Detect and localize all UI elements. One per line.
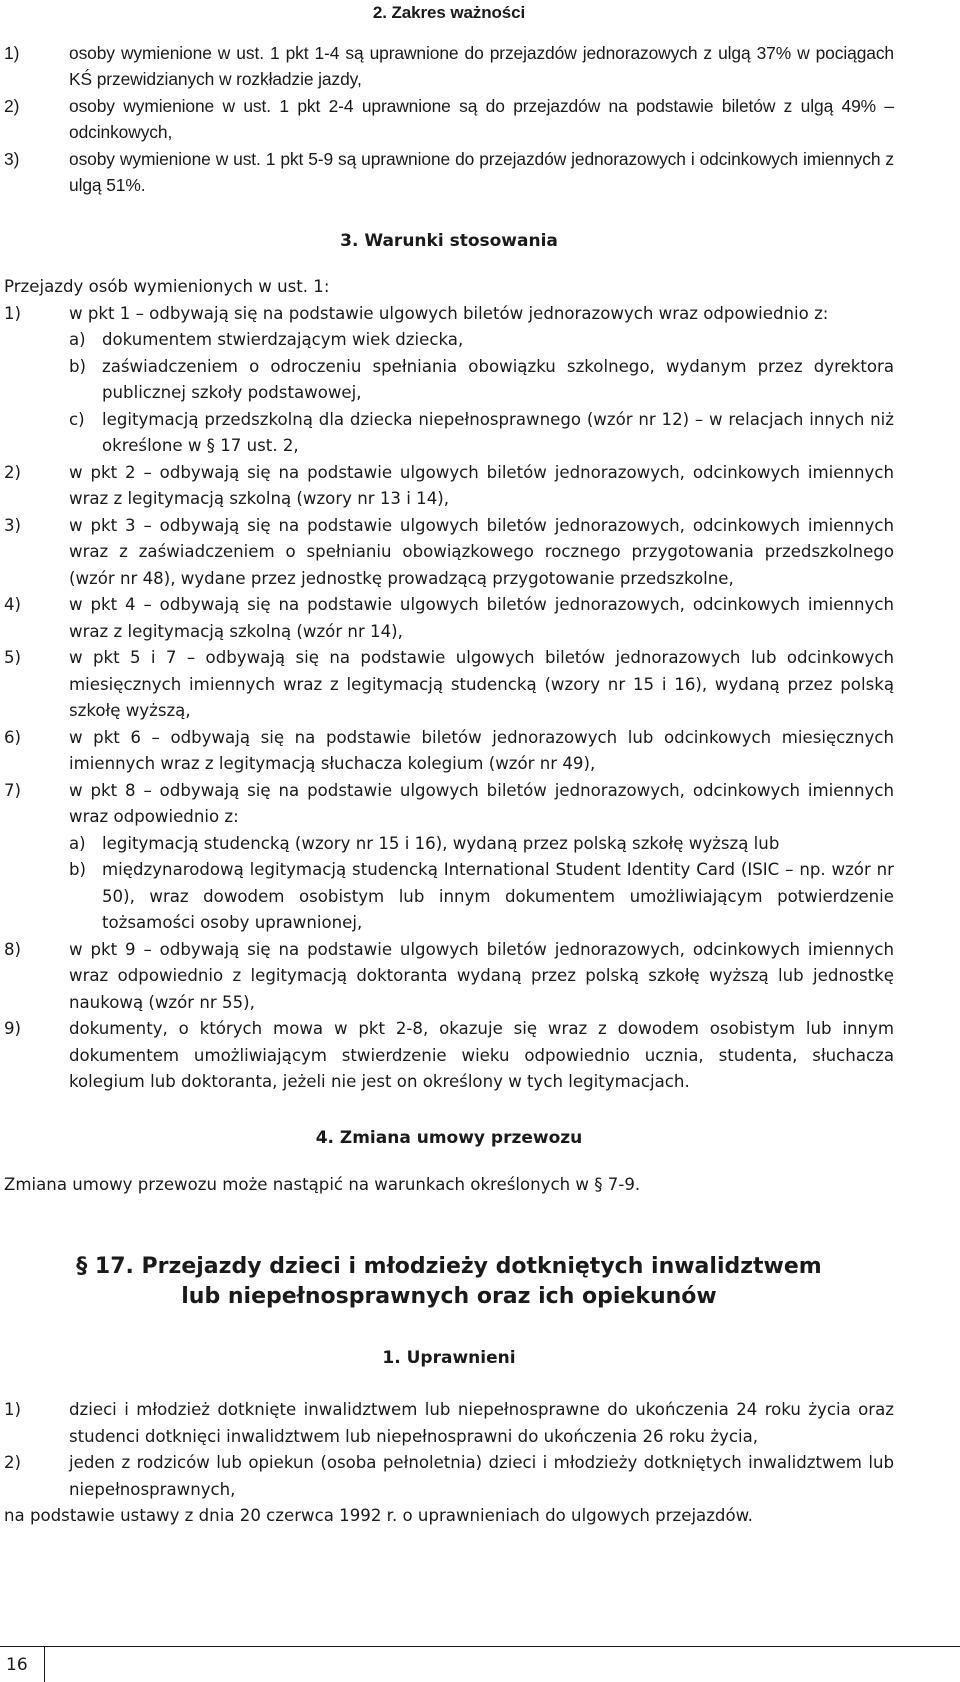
item-number: 3) [4,515,22,535]
item-text: w pkt 6 – odbywają się na podstawie biletów jednorazowych lub odcinkowych miesięcznych imiennych wraz z legitymacją słuchacza kolegium (wzór nr 49), [69,727,894,773]
list-item [4,513,894,593]
sub-item-letter: a) [69,330,86,349]
item-text: dzieci i młodzież dotknięte inwalidztwem lub niepełnosprawne do ukończenia 24 roku życia oraz studenci dotknięci inwalidztwem lub niepełnosprawni do ukończenia 26 roku życia, [69,1400,894,1446]
item-text: osoby wymienione w ust. 1 pkt 2-4 uprawnione są do przejazdów na podstawie biletów z ulgą 49% – odcinkowych, [69,95,894,142]
legal-basis-text: na podstawie ustawy z dnia 20 czerwca 1992 r. o uprawnieniach do ulgowych przejazdów. [4,1506,753,1525]
list-item [4,778,894,937]
item-number: 8) [4,939,22,959]
sub-item-text: zaświadczeniem o odroczeniu spełniania obowiązku szkolnego, wydanym przez dyrektora publicznej szkoły podstawowej, [102,356,894,402]
entitled-list [4,1397,894,1503]
item-text: w pkt 2 – odbywają się na podstawie ulgowych biletów jednorazowych, odcinkowych imiennych wraz z legitymacją szkolną (wzory nr 13 i 14), [69,462,894,508]
list-item [4,725,894,778]
list-item [4,1450,894,1503]
item-text: osoby wymienione w ust. 1 pkt 1-4 są uprawnione do przejazdów jednorazowych z ulgą 37% w pociągach KŚ przewidzianych w rozkładzie jazdy, [69,42,894,89]
list-item [4,40,894,93]
paragraph-17-title-line-1: § 17. Przejazdy dzieci i młodzieży dotkniętych inwalidztwem [76,1253,822,1279]
sub-list-item [69,407,894,460]
item-number: 2) [4,1453,22,1472]
sub-item-text: dokumentem stwierdzającym wiek dziecka, [102,330,464,349]
item-number: 4) [4,595,22,614]
sub-list-item [69,831,894,858]
list-item [4,592,894,645]
page-content [4,0,894,1530]
list-item [4,146,894,199]
item-text: w pkt 5 i 7 – odbywają się na podstawie ulgowych biletów jednorazowych lub odcinkowych miesięcznych imiennych wraz z legitymacją studencką (wzory nr 15 i 16), wydaną przez polską szkołę wyższą, [69,648,894,720]
item-number: 2) [4,462,22,482]
item-number: 5) [4,648,22,667]
section-3-intro: Przejazdy osób wymienionych w ust. 1: [4,277,330,296]
list-item [4,1016,894,1096]
list-item [4,301,894,460]
list-item [4,1397,894,1450]
sub-item-text: legitymacją przedszkolną dla dziecka niepełnosprawnego (wzór nr 12) – w relacjach innych niż określone w § 17 ust. 2, [102,409,894,455]
item-text: w pkt 4 – odbywają się na podstawie ulgowych biletów jednorazowych, odcinkowych imiennych wraz z legitymacją szkolną (wzór nr 14), [69,595,894,641]
list-item [4,645,894,725]
item-text: w pkt 8 – odbywają się na podstawie ulgowych biletów jednorazowych, odcinkowych imiennych wraz odpowiednio z: [69,780,894,826]
section-2-list [4,40,894,199]
sub-list-item [69,857,894,937]
sub-item-letter: a) [69,833,86,853]
item-text: jeden z rodziców lub opiekun (osoba pełnoletnia) dzieci i młodzieży dotkniętych inwalidztwem lub niepełnosprawnych, [69,1453,894,1499]
section-2-title: 2. Zakres ważności [372,3,526,22]
list-item [4,93,894,146]
section-4-title: 4. Zmiana umowy przewozu [315,1127,583,1148]
item-text: w pkt 9 – odbywają się na podstawie ulgowych biletów jednorazowych, odcinkowych imiennych wraz odpowiednio z legitymacją doktoranta wydaną przez polską szkołę wyższą lub jednostkę naukową (wzór nr 55), [69,939,894,1012]
sub-item-letter: b) [69,860,87,879]
item-text: w pkt 3 – odbywają się na podstawie ulgowych biletów jednorazowych, odcinkowych imiennych wraz z zaświadczeniem o spełnianiu obowiązkowego rocznego przygotowania przedszkolnego (wzór nr 48), wydane przez jednostkę prowadzącą przygotowanie przedszkolne, [69,515,894,588]
item-number: 1) [4,303,22,323]
item-text: dokumenty, o których mowa w pkt 2-8, okazuje się wraz z dowodem osobistym lub innym dokumentem umożliwiającym stwierdzenie wieku odpowiednio ucznia, studenta, słuchacza kolegium lub doktoranta, jeżeli nie jest on określony w tych legitymacjach. [69,1019,894,1091]
sub-item-letter: b) [69,356,87,376]
section-3-title: 3. Warunki stosowania [340,230,558,251]
sub-item-text: międzynarodową legitymacją studencką International Student Identity Card (ISIC – np. wzór nr 50), wraz dowodem osobistym lub innym dokumentem umożliwiającym potwierdzenie tożsamości osoby uprawnionej, [102,860,894,932]
item-number: 7) [4,780,22,800]
paragraph-17-title-line-2: lub niepełnosprawnych oraz ich opiekunów [181,1283,717,1309]
footer-divider [44,1646,45,1682]
item-number: 3) [4,148,20,169]
item-number: 9) [4,1019,22,1038]
sub-list [69,327,894,460]
list-item [4,937,894,1017]
item-text: osoby wymienione w ust. 1 pkt 5-9 są uprawnione do przejazdów jednorazowych i odcinkowych imiennych z ulgą 51%. [69,148,894,195]
section-3-list [4,301,894,1096]
footer-rule [0,1646,960,1647]
section-1-title: 1. Uprawnieni [382,1347,516,1368]
item-number: 6) [4,727,22,747]
sub-item-text: legitymacją studencką (wzory nr 15 i 16), wydaną przez polską szkołę wyższą lub [102,833,780,853]
item-number: 2) [4,95,20,116]
item-text: w pkt 1 – odbywają się na podstawie ulgowych biletów jednorazowych wraz odpowiednio z: [69,303,829,323]
sub-list-item [69,327,894,354]
item-number: 1) [4,42,20,63]
item-number: 1) [4,1400,22,1419]
page-number: 16 [6,1655,28,1675]
sub-item-letter: c) [69,409,85,429]
section-4-text: Zmiana umowy przewozu może nastąpić na warunkach określonych w § 7-9. [4,1175,641,1194]
sub-list [69,831,894,937]
sub-list-item [69,354,894,407]
list-item [4,460,894,513]
